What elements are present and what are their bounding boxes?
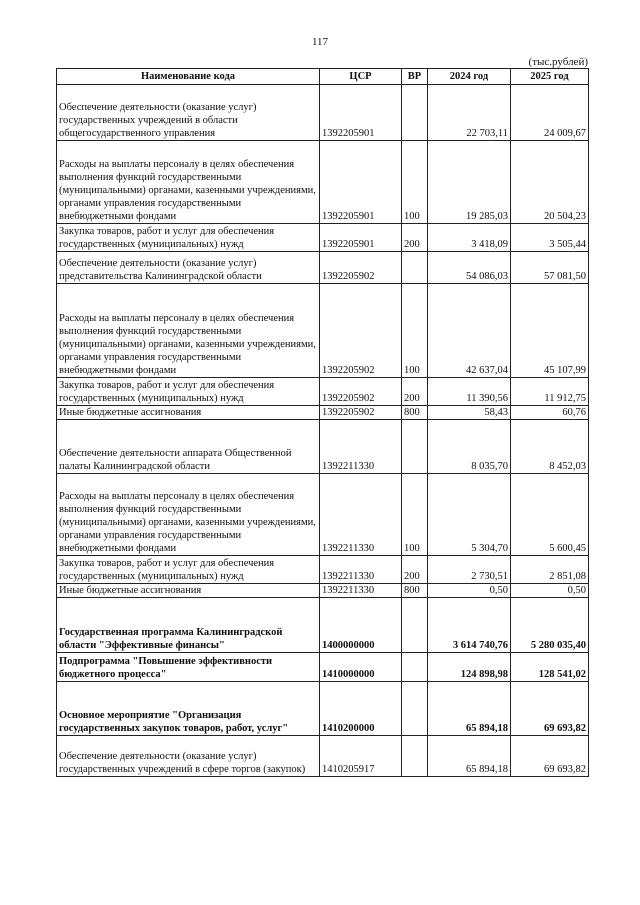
table-row [57,420,589,474]
cell-name: Закупка товаров, работ и услуг для обеспечения государственных (муниципальных) нужд [57,224,320,252]
table-header-row [57,69,589,85]
cell-csr: 1392205902 [320,284,402,378]
table-row [57,556,589,584]
cell-csr: 1392211330 [320,556,402,584]
table-row [57,653,589,682]
cell-vr: 200 [402,224,428,252]
cell-vr: 800 [402,584,428,598]
table-row [57,474,589,556]
cell-name: Обеспечение деятельности (оказание услуг) государственных учреждений в области общегосударственного управления [57,85,320,141]
cell-vr: 200 [402,378,428,406]
cell-name: Расходы на выплаты персоналу в целях обеспечения выполнения функций государственными (муниципальными) органами, казенными учреждениями, органами управления государственными внебюджетными фондами [57,141,320,224]
table-row [57,378,589,406]
cell-2025: 3 505,44 [511,224,589,252]
cell-csr: 1392205902 [320,406,402,420]
cell-2025: 2 851,08 [511,556,589,584]
cell-csr: 1392205901 [320,224,402,252]
cell-csr: 1392211330 [320,474,402,556]
cell-name: Иные бюджетные ассигнования [57,584,320,598]
page-number: 117 [311,36,329,48]
cell-2025: 5 600,45 [511,474,589,556]
table-row [57,584,589,598]
cell-vr [402,653,428,682]
cell-vr: 100 [402,284,428,378]
cell-2024: 54 086,03 [428,252,511,284]
cell-2024: 3 418,09 [428,224,511,252]
cell-2025: 5 280 035,40 [511,598,589,653]
cell-2024: 42 637,04 [428,284,511,378]
units-label: (тыс.рублей) [528,56,588,68]
table-row [57,406,589,420]
cell-vr [402,420,428,474]
cell-2025: 69 693,82 [511,736,589,777]
cell-2025: 57 081,50 [511,252,589,284]
cell-2024: 11 390,56 [428,378,511,406]
cell-name: Иные бюджетные ассигнования [57,406,320,420]
cell-csr: 1410000000 [320,653,402,682]
header-year-2025: 2025 год [511,69,589,85]
cell-name: Расходы на выплаты персоналу в целях обеспечения выполнения функций государственными (муниципальными) органами, казенными учреждениями, органами управления государственными внебюджетными фондами [57,474,320,556]
cell-name: Подпрограмма "Повышение эффективности бюджетного процесса" [57,653,320,682]
cell-name: Закупка товаров, работ и услуг для обеспечения государственных (муниципальных) нужд [57,556,320,584]
cell-2025: 60,76 [511,406,589,420]
cell-name: Основное мероприятие "Организация государственных закупок товаров, работ, услуг" [57,682,320,736]
table-row [57,598,589,653]
cell-name: Обеспечение деятельности (оказание услуг) представительства Калининградской области [57,252,320,284]
cell-2024: 124 898,98 [428,653,511,682]
cell-2025: 11 912,75 [511,378,589,406]
cell-vr: 200 [402,556,428,584]
table-row [57,224,589,252]
cell-name: Обеспечение деятельности (оказание услуг) государственных учреждений в сфере торгов (закупок) [57,736,320,777]
cell-vr: 100 [402,141,428,224]
cell-2025: 24 009,67 [511,85,589,141]
cell-2024: 8 035,70 [428,420,511,474]
cell-2024: 0,50 [428,584,511,598]
cell-2025: 8 452,03 [511,420,589,474]
cell-csr: 1392211330 [320,584,402,598]
cell-csr: 1392205901 [320,85,402,141]
cell-vr: 800 [402,406,428,420]
header-name: Наименование кода [57,69,320,85]
cell-csr: 1392211330 [320,420,402,474]
cell-2024: 19 285,03 [428,141,511,224]
cell-vr [402,252,428,284]
table-row [57,736,589,777]
budget-table [56,68,589,777]
cell-vr: 100 [402,474,428,556]
cell-vr [402,736,428,777]
cell-2024: 65 894,18 [428,736,511,777]
cell-name: Государственная программа Калининградской области "Эффективные финансы" [57,598,320,653]
cell-2025: 45 107,99 [511,284,589,378]
cell-name: Закупка товаров, работ и услуг для обеспечения государственных (муниципальных) нужд [57,378,320,406]
table-row [57,141,589,224]
cell-vr [402,85,428,141]
cell-csr: 1400000000 [320,598,402,653]
table-row [57,284,589,378]
cell-csr: 1410205917 [320,736,402,777]
cell-name: Обеспечение деятельности аппарата Общественной палаты Калининградской области [57,420,320,474]
cell-2024: 2 730,51 [428,556,511,584]
cell-2025: 20 504,23 [511,141,589,224]
cell-csr: 1410200000 [320,682,402,736]
cell-name: Расходы на выплаты персоналу в целях обеспечения выполнения функций государственными (муниципальными) органами, казенными учреждениями, органами управления государственными внебюджетными фондами [57,284,320,378]
cell-2024: 3 614 740,76 [428,598,511,653]
header-year-2024: 2024 год [428,69,511,85]
cell-2025: 128 541,02 [511,653,589,682]
table-row [57,252,589,284]
cell-vr [402,598,428,653]
table-row [57,682,589,736]
cell-2025: 0,50 [511,584,589,598]
cell-csr: 1392205902 [320,378,402,406]
header-vr: ВР [402,69,428,85]
cell-2025: 69 693,82 [511,682,589,736]
header-csr: ЦСР [320,69,402,85]
cell-csr: 1392205901 [320,141,402,224]
cell-csr: 1392205902 [320,252,402,284]
cell-2024: 58,43 [428,406,511,420]
cell-2024: 65 894,18 [428,682,511,736]
table-row [57,85,589,141]
cell-2024: 5 304,70 [428,474,511,556]
cell-vr [402,682,428,736]
cell-2024: 22 703,11 [428,85,511,141]
